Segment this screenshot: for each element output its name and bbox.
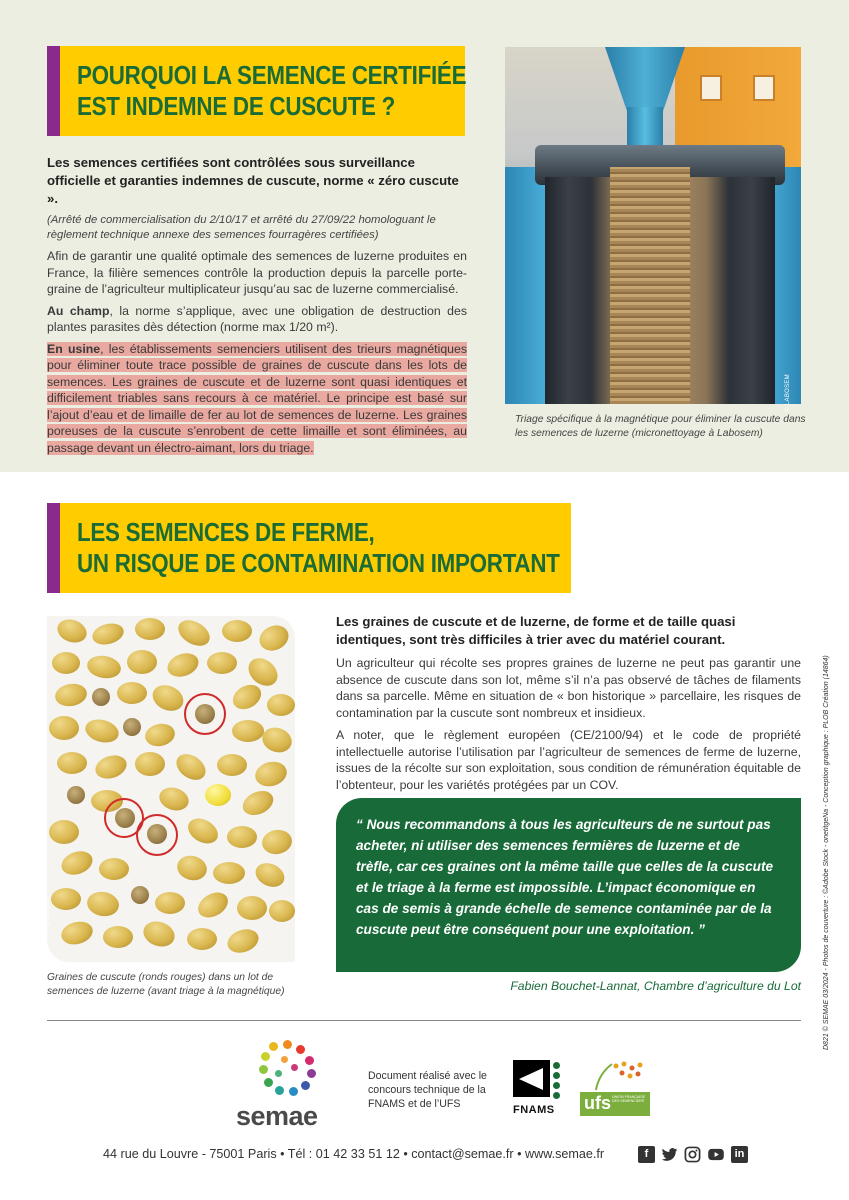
- ufs-full-name: UNION FRANÇAISE DES SEMENCIERS: [612, 1095, 646, 1104]
- ufs-logo: [580, 1060, 652, 1117]
- section2-title-line1: LES SEMENCES DE FERME,: [77, 517, 375, 547]
- section2-lead: Les graines de cuscute et de luzerne, de forme et de taille quasi identiques, sont très difficiles à trier avec du matériel courant.: [336, 614, 736, 647]
- partners-note: Document réalisé avec le concours technique de la FNAMS et de l’UFS: [368, 1070, 487, 1110]
- facebook-icon[interactable]: f: [638, 1146, 655, 1163]
- accent-bar: [47, 503, 60, 593]
- photo1-caption: Triage spécifique à la magnétique pour éliminer la cuscute dans les semences de luzerne (micronettoyage à Labosem): [515, 414, 806, 439]
- section1-para3-bold: En usine: [47, 341, 101, 356]
- section1-para2: [47, 303, 467, 336]
- accent-bar: [47, 46, 60, 136]
- section1-para2-bold: Au champ: [47, 303, 110, 318]
- quote-box: [336, 798, 801, 972]
- section2-title: [47, 503, 571, 593]
- section1-lead: Les semences certifiées sont contrôlées sous surveillance officielle et garanties indemnes de cuscute, norme « zéro cuscute ».: [47, 155, 459, 206]
- photo-credit: © LABOSEM: [785, 374, 791, 412]
- fnams-label: FNAMS: [513, 1104, 555, 1116]
- linkedin-icon[interactable]: in: [731, 1146, 748, 1163]
- section2-para1: Un agriculteur qui récolte ses propres graines de luzerne ne peut pas garantir une absence de cuscute dans son lot, même s’il n’a pas observé de tâches de filaments dans sa parcelle. Même en situation de « bon historique » parcellaire, les risques de contamination par la cuscute sont nombreux et insidieux.: [336, 656, 801, 720]
- section2-title-line2: UN RISQUE DE CONTAMINATION IMPORTANT: [77, 548, 560, 578]
- credits-sidebar: D821 © SEMAE 03/2024 - Photos de couverture : ©Adobe Stock - onetitgeNa - Conception graphique : PLOB Création (14864): [823, 655, 830, 1050]
- section1-body: [47, 154, 467, 461]
- section2-para2: A noter, que le règlement européen (CE/2100/94) et le code de propriété intellectuelle autorise l’utilisation par l’agriculteur de semences de ferme de luzerne, issues de la récolte sur son exploitation, sous condition de rémunération équitable de l’obtenteur, pour les variétés protégées par un COV.: [336, 728, 801, 792]
- fnams-logo: [513, 1060, 563, 1118]
- magnetic-sorter-photo: [505, 47, 801, 412]
- section1-para2-rest: , la norme s’applique, avec une obligation de destruction des plantes parasites dès détection (norme max 1/20 m²).: [47, 303, 467, 334]
- ufs-label: ufs: [584, 1093, 611, 1113]
- section1-title-line2: EST INDEMNE DE CUSCUTE ?: [77, 91, 396, 121]
- contact-line: 44 rue du Louvre - 75001 Paris • Tél : 01 42 33 51 12 • contact@semae.fr • www.semae.fr: [103, 1147, 605, 1161]
- semae-wordmark: semae: [236, 1101, 318, 1131]
- section1-title: [47, 46, 465, 136]
- photo2-caption: Graines de cuscute (ronds rouges) dans un lot de semences de luzerne (avant triage à la magnétique): [47, 972, 285, 997]
- section1-para3-rest: , les établissements semenciers utilisent des trieurs magnétiques pour éliminer toute trace possible de graines de cuscute dans les lots de semences. Les graines de cuscute et de luzerne sont quasi identiques et difficilement triables sans recours à ce matériel. Le principe est basé sur l’ajout d’eau et de limaille de fer au lot de semences de luzerne. Les graines poreuses de la cuscute s’enrobent de cette limaille et sont éliminées, au passage devant un électro-aimant, lors du triage.: [47, 341, 467, 455]
- seeds-photo: [47, 616, 295, 962]
- footer-separator: [47, 1020, 801, 1021]
- section1-para1: Afin de garantir une qualité optimale des semences de luzerne produites en France, la filière semences contrôle la production depuis la parcelle porte-graine de l’agriculteur multiplicateur jusqu’au sac de luzerne commercialisé.: [47, 249, 467, 296]
- quote-text: “ Nous recommandons à tous les agriculteurs de ne surtout pas acheter, ni utiliser des semences fermières de luzerne et de trèfle, car ces graines ont la même taille que celles de la cuscute et le triage à la ferme est impossible. L’impact économique en cas de semis à grande échelle de semence contaminée par de la cuscute peut être conséquent pour une exploitation. ”: [356, 817, 774, 937]
- section1-title-line1: POURQUOI LA SEMENCE CERTIFIÉE: [77, 60, 467, 90]
- section1-para3: [47, 341, 467, 457]
- quote-attribution: Fabien Bouchet-Lannat, Chambre d’agriculture du Lot: [510, 979, 801, 993]
- instagram-icon[interactable]: [684, 1146, 701, 1163]
- section2-body: [336, 613, 801, 799]
- section1-legal-note: (Arrêté de commercialisation du 2/10/17 et arrêté du 27/09/22 homologuant le règlement technique annexe des semences fourragères certifiées): [47, 214, 436, 241]
- twitter-icon[interactable]: [661, 1146, 678, 1163]
- youtube-icon[interactable]: [707, 1146, 724, 1163]
- photo-credit: © LABOSEM: [45, 896, 51, 932]
